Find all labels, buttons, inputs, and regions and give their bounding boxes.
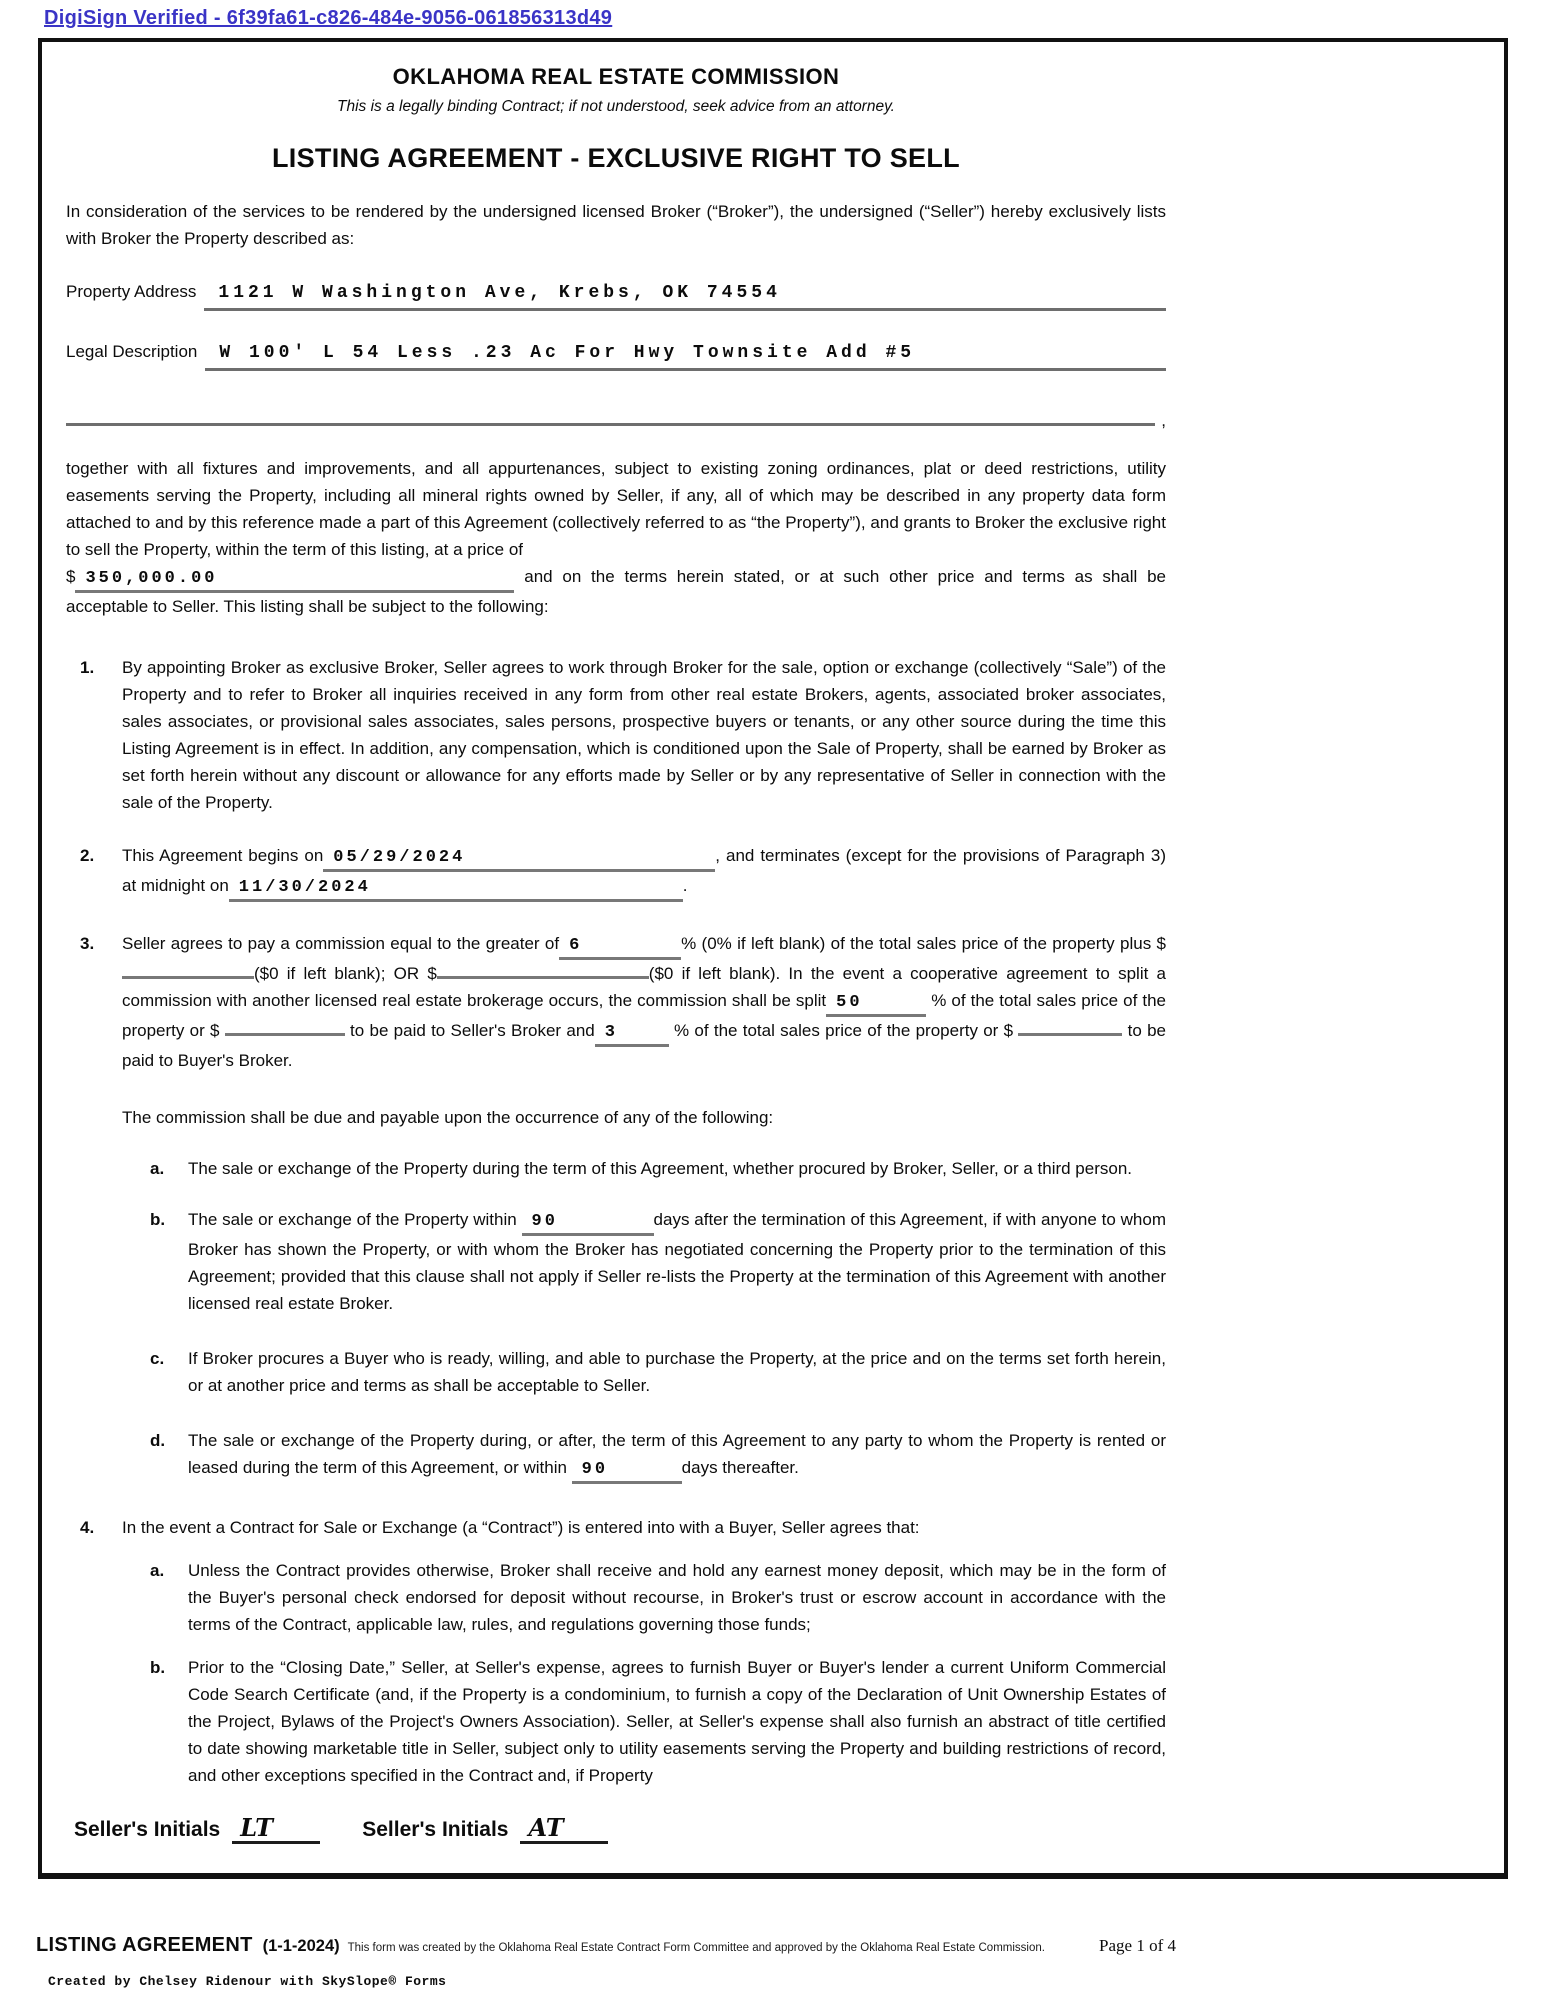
clause-3b-letter: b. [150,1210,166,1229]
clause-4b-text: Prior to the “Closing Date,” Seller, at Seller's expense, agrees to furnish Buyer or Buyer's lender a current Uniform Commercial Code Search Certificate (and, if the Property is a condominium, to furnish a copy of the Declaration of Unit Ownership Estates of the Project, Bylaws of the Project's Owners Association). Seller, at Seller's expense shall also furnish an abstract of title certified to date showing marketable title in Seller, subject only to utility easements serving the Property and building restrictions of record, and other exceptions specified in the Contract and, if Property [188,1658,1166,1785]
property-address-row [66,278,1166,311]
legal-notice: This is a legally binding Contract; if not understood, seek advice from an attorney. [336,98,895,115]
legal-description-label: Legal Description [66,342,198,361]
clause-3b-seg2: days after the termination of this Agreement, if with anyone to whom Broker has shown the Property, or with whom the Broker has negotiated concerning the Property prior to the termination of this Agreement; provided that this clause shall not apply if Seller re-lists the Property at the termination of this Agreement with another licensed real estate Broker. [188,1210,1166,1313]
clause-3a-text: The sale or exchange of the Property during the term of this Agreement, whether procured by Broker, Seller, or a third person. [188,1159,1133,1178]
sellers-initials-1-value: LT [232,1815,320,1844]
grant-paragraph: together with all fixtures and improvements, and all appurtenances, subject to existing zoning ordinances, plat or deed restrictions, utility easements serving the Property, including all mineral rights owned by Seller, if any, all of which may be described in any property data form attached to and by this reference made a part of this Agreement (collectively referred to as “the Property”), and grants to Broker the exclusive right to sell the Property, within the term of this listing, at a price of [66,459,1166,559]
clause-3c-letter: c. [150,1349,165,1368]
clause-3-seg4: ($0 if left blank). In the event a cooperative agreement to split a commission with another licensed real estate brokerage occurs, the commission shall be split [122,964,1167,1010]
legal-description-continuation-field [66,422,1155,426]
digisign-verified-banner: DigiSign Verified - 6f39fa61-c826-484e-9056-061856313d49 [44,7,613,29]
footer-form-date: (1-1-2024) [262,1937,340,1955]
clause-4a [66,1557,1166,1638]
end-date-field: 11/30/2024 [229,878,683,902]
clause-3-seg6: to be paid to Seller's Broker and [344,1021,595,1040]
clause-3b-seg1: The sale or exchange of the Property within [188,1210,522,1229]
clause-2-number: 2. [80,846,95,865]
legal-description-row [66,338,1166,371]
clause-4 [66,1514,1166,1541]
continuation-comma: , [1161,411,1166,430]
property-address-field: 1121 W Washington Ave, Krebs, OK 74554 [204,280,1166,311]
clause-1-text: By appointing Broker as exclusive Broker, Seller agrees to work through Broker for the sale, option or exchange (collectively “Sale”) of the Property and to refer to Broker all inquiries received in any form from other real estate Brokers, agents, associated broker associates, sales associates, or provisional sales associates, sales persons, prospective buyers or tenants, or any other source during the time this Listing Agreement is in effect. In addition, any compensation, which is conditioned upon the Sale of Property, shall be earned by Broker as set forth herein without any discount or allowance for any efforts made by Seller or by any representative of Seller in connection with the sale of the Property. [122,658,1166,812]
clause-2-seg2: , and terminates (except for the provisions of Paragraph 3) at midnight on [122,846,1166,895]
clause-3c-text: If Broker procures a Buyer who is ready, willing, and able to purchase the Property, at the price and on the terms set forth herein, or at another price and terms as shall be acceptable to Seller. [188,1349,1166,1395]
clause-4a-letter: a. [150,1561,165,1580]
clause-3-seg8: to be paid to Buyer's Broker. [122,1021,1166,1070]
buyer-broker-pct-field: 3 [595,1023,669,1047]
price-line [66,563,1166,620]
clause-3d-letter: d. [150,1431,166,1450]
clause-1 [66,654,1166,816]
clause-3 [66,930,1166,1074]
clause-3-seg7: % of the total sales price of the property or $ [668,1021,1019,1040]
begin-date-field: 05/29/2024 [323,848,715,872]
clause-3c [66,1345,1166,1399]
page-indicator: Page 1 of 4 [1099,1936,1176,1955]
property-address-label: Property Address [66,282,197,301]
clause-4-number: 4. [80,1518,95,1537]
page-footer [36,1934,1176,1957]
commission-pct-field: 6 [559,936,681,960]
rental-days-field: 90 [572,1460,682,1484]
footer-form-name: LISTING AGREEMENT [36,1934,253,1956]
created-by-line: Created by Chelsey Ridenour with SkySlope® Forms [48,1974,447,1989]
clause-3b-text [188,1206,1166,1317]
clause-4b-letter: b. [150,1658,166,1677]
clause-3-text [122,930,1166,1074]
commission-alt-amount-field [437,975,649,979]
clause-3b [66,1206,1166,1317]
clause-3-seg2: % (0% if left blank) of the total sales price of the property plus $ [681,934,1166,953]
legal-description-field: W 100' L 54 Less .23 Ac For Hwy Townsite Add #5 [205,340,1166,371]
clause-2-text [122,842,1166,902]
intro-paragraph: In consideration of the services to be rendered by the undersigned licensed Broker (“Broker”), the undersigned (“Seller”) hereby exclusively lists with Broker the Property described as: [66,202,1166,248]
protection-days-field: 90 [522,1212,654,1236]
form-title: LISTING AGREEMENT - EXCLUSIVE RIGHT TO SELL [272,143,960,173]
buyer-broker-amount-field [1018,1032,1122,1036]
clause-3a-letter: a. [150,1159,165,1178]
commission-flat-amount-field [122,975,254,979]
clause-3-seg3: ($0 if left blank); OR $ [254,964,437,983]
clause-2-seg3: . [682,876,688,895]
seller-broker-amount-field [225,1032,345,1036]
clause-3d-seg1: The sale or exchange of the Property during, or after, the term of this Agreement to any party to whom the Property is rented or leased during the term of this Agreement, or within [188,1431,1166,1477]
clause-2 [66,842,1166,902]
sellers-initials-1-label: Seller's Initials [74,1818,221,1841]
clause-2-seg1: This Agreement begins on [122,846,324,865]
org-title: OKLAHOMA REAL ESTATE COMMISSION [392,64,840,89]
document-page [38,38,1508,1879]
sellers-initials-2-value: AT [520,1815,608,1844]
commission-due-line: The commission shall be due and payable upon the occurrence of any of the following: [122,1108,774,1127]
clause-3-seg1: Seller agrees to pay a commission equal to the greater of [122,934,560,953]
clause-3d [66,1427,1166,1484]
clause-4a-text: Unless the Contract provides otherwise, Broker shall receive and hold any earnest money deposit, which may be in the form of the Buyer's personal check endorsed for deposit without recourse, in Broker's trust or escrow account in accordance with the terms of the Contract, applicable law, rules, and regulations governing those funds; [188,1561,1166,1634]
footer-attribution: This form was created by the Oklahoma Real Estate Contract Form Committee and approved by the Oklahoma Real Estate Commission. [347,1942,1045,1954]
price-after-text: and on the terms herein stated, or at such other price and terms as shall be acceptable to Seller. This listing shall be subject to the following: [66,567,1166,616]
clause-3-number: 3. [80,934,95,953]
clause-4-text: In the event a Contract for Sale or Exchange (a “Contract”) is entered into with a Buyer, Seller agrees that: [122,1518,920,1537]
clause-3d-text [188,1427,1166,1484]
clause-4b [66,1654,1166,1789]
price-currency: $ [66,567,76,586]
sellers-initials-2-label: Seller's Initials [362,1818,509,1841]
clause-3d-seg2: days thereafter. [681,1458,799,1477]
legal-description-continuation-row [66,407,1166,430]
clause-1-number: 1. [80,658,95,677]
price-field: 350,000.00 [75,569,514,593]
split-pct-field: 50 [826,993,926,1017]
clause-3-seg5: % of the total sales price of the property or $ [122,991,1167,1040]
sellers-initials-row [74,1815,1166,1844]
clause-3a [66,1155,1166,1182]
